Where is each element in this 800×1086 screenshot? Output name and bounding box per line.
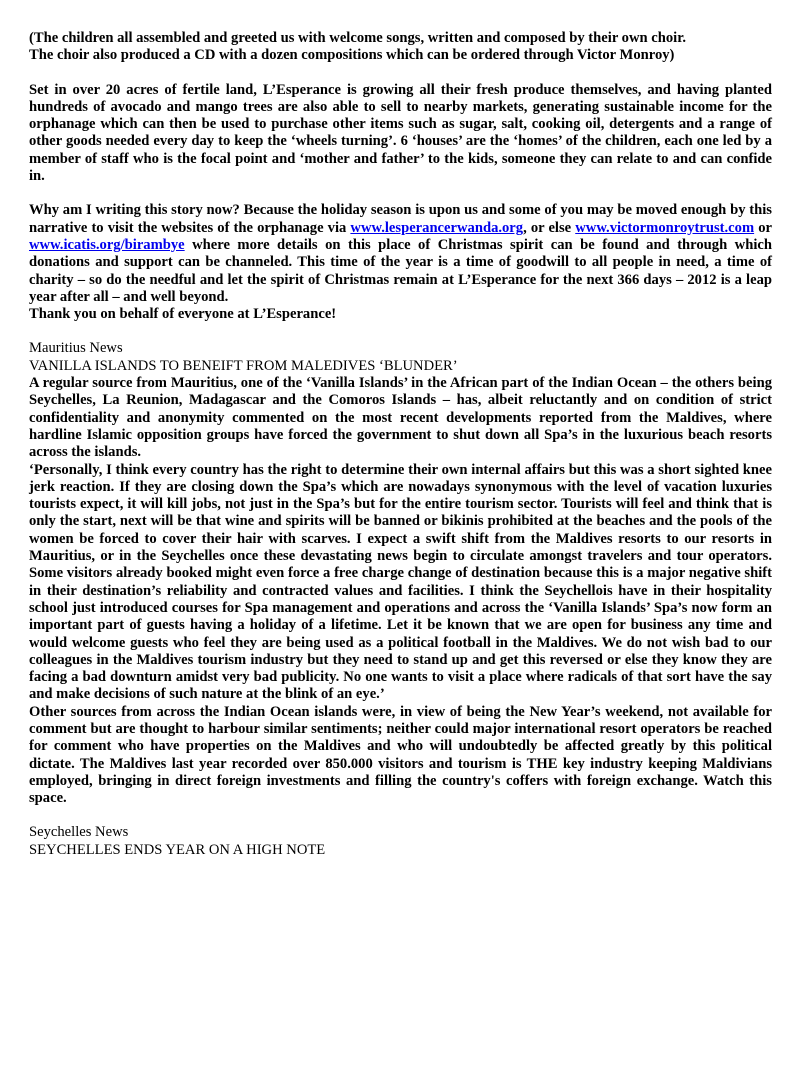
document-page [29,30,772,859]
mauritius-paragraph-2: ‘Personally, I think every country has the right to determine their own internal affairs but this was a short sighted knee jerk reaction. If they are closing down the Spa’s which are nowadays synonymous with the level of vacation luxuries tourists expect, it will kill jobs, not just in the Spa’s but for the entire tourism sector. Tourists will feel and think that is only the start, next will be that wine and spirits will be banned or bikinis prohibited at the beaches and the pools of the women be forced to cover their hair with scarves. I expect a swift shift from the Maldives resorts to our resorts in Mauritius, or in the Seychelles once these devastating news begin to circulate amongst travelers and tour operators. Some visitors already booked might even force a free charge change of destination because this is a major negative shift in their destination’s reliability and contracted values and facilities. I think the Seychellois have in their hospitality school just introduced courses for Spa management and operations and across the ‘Vanilla Islands’ Spa’s now form an important part of guests having a holiday of a lifetime. Let it be known that we are open for business any time and would welcome guests who feel they are being used as a political football in the Maldives. We do not wish bad to our colleagues in the Maldives tourism industry but they need to stand up and get this reversed or else they know they are facing a bad downturn amidst very bad publicity. No one wants to visit a place where radicals of that sort have the say and make decisions of such nature at the blink of an eye.’ [29,461,772,703]
why-text-1: Why am I writing this story now? Because the holiday season is upon us and some of you may be moved enough by this narrative to visit the websites of the orphanage via [29,202,772,236]
intro-paragraph [29,30,772,65]
mauritius-paragraph-3: Other sources from across the Indian Ocean islands were, in view of being the New Year’s weekend, not available for comment but are thought to harbour similar sentiments; neither could major international resort operators be reached for comment who have properties on the Maldives and who will undoubtedly be affected greatly by this political dictate. The Maldives last year recorded over 850.000 visitors and tourism is THE key industry keeping Maldivians employed, bringing in direct foreign investments and filling the country's coffers with foreign exchange. Watch this space. [29,703,772,807]
intro-line-2: The choir also produced a CD with a dozen compositions which can be ordered through Victor Monroy) [29,47,675,64]
why-paragraph [29,202,772,306]
paragraph-gap [29,807,772,824]
seychelles-headline: SEYCHELLES ENDS YEAR ON A HIGH NOTE [29,841,326,858]
lesperance-website-link[interactable]: www.lesperancerwanda.org [350,219,524,236]
icatis-birambye-link[interactable]: www.icatis.org/birambye [29,236,185,253]
why-text-3: or [754,219,772,236]
intro-line-1: (The children all assembled and greeted us with welcome songs, written and composed by their own choir. [29,30,687,46]
paragraph-gap [29,323,772,340]
why-text-4: where more details on this place of Christmas spirit can be found and through which donations and support can be channeled. This time of the year is a time of goodwill to all people in need, a time of charity – so do the needful and let the spirit of Christmas remain at L’Esperance for the next 366 days – 2012 is a leap year after all – and well beyond. [29,236,772,305]
thanks-line: Thank you on behalf of everyone at L’Esperance! [29,306,337,323]
mauritius-headline: VANILLA ISLANDS TO BENEIFT FROM MALEDIVES ‘BLUNDER’ [29,357,458,374]
why-text-2: , or else [523,219,576,236]
mauritius-section-label: Mauritius News [29,340,123,357]
paragraph-gap [29,185,772,202]
mauritius-paragraph-1: A regular source from Mauritius, one of the ‘Vanilla Islands’ in the African part of the Indian Ocean – the others being Seychelles, La Reunion, Madagascar and the Comoros Islands – has, albeit reluctantly and on condition of strict confidentiality and anonymity commented on the most recent developments reported from the Maldives, where hardline Islamic opposition groups have forced the government to shut down all Spa’s in the luxurious beach resorts across the islands. [29,375,772,461]
land-paragraph: Set in over 20 acres of fertile land, L’Esperance is growing all their fresh produce themselves, and having planted hundreds of avocado and mango trees are also able to sell to nearby markets, generating sustainable income for the orphanage which can then be used to purchase other items such as sugar, salt, cooking oil, detergents and a range of other goods needed every day to keep the ‘wheels turning’. 6 ‘houses’ are the ‘homes’ of the children, each one led by a member of staff who is the focal point and ‘mother and father’ to the kids, someone they can relate to and can confide in. [29,81,772,185]
victor-monroy-trust-link[interactable]: www.victormonroytrust.com [575,219,755,236]
paragraph-gap [29,65,772,82]
seychelles-section-label: Seychelles News [29,824,129,841]
